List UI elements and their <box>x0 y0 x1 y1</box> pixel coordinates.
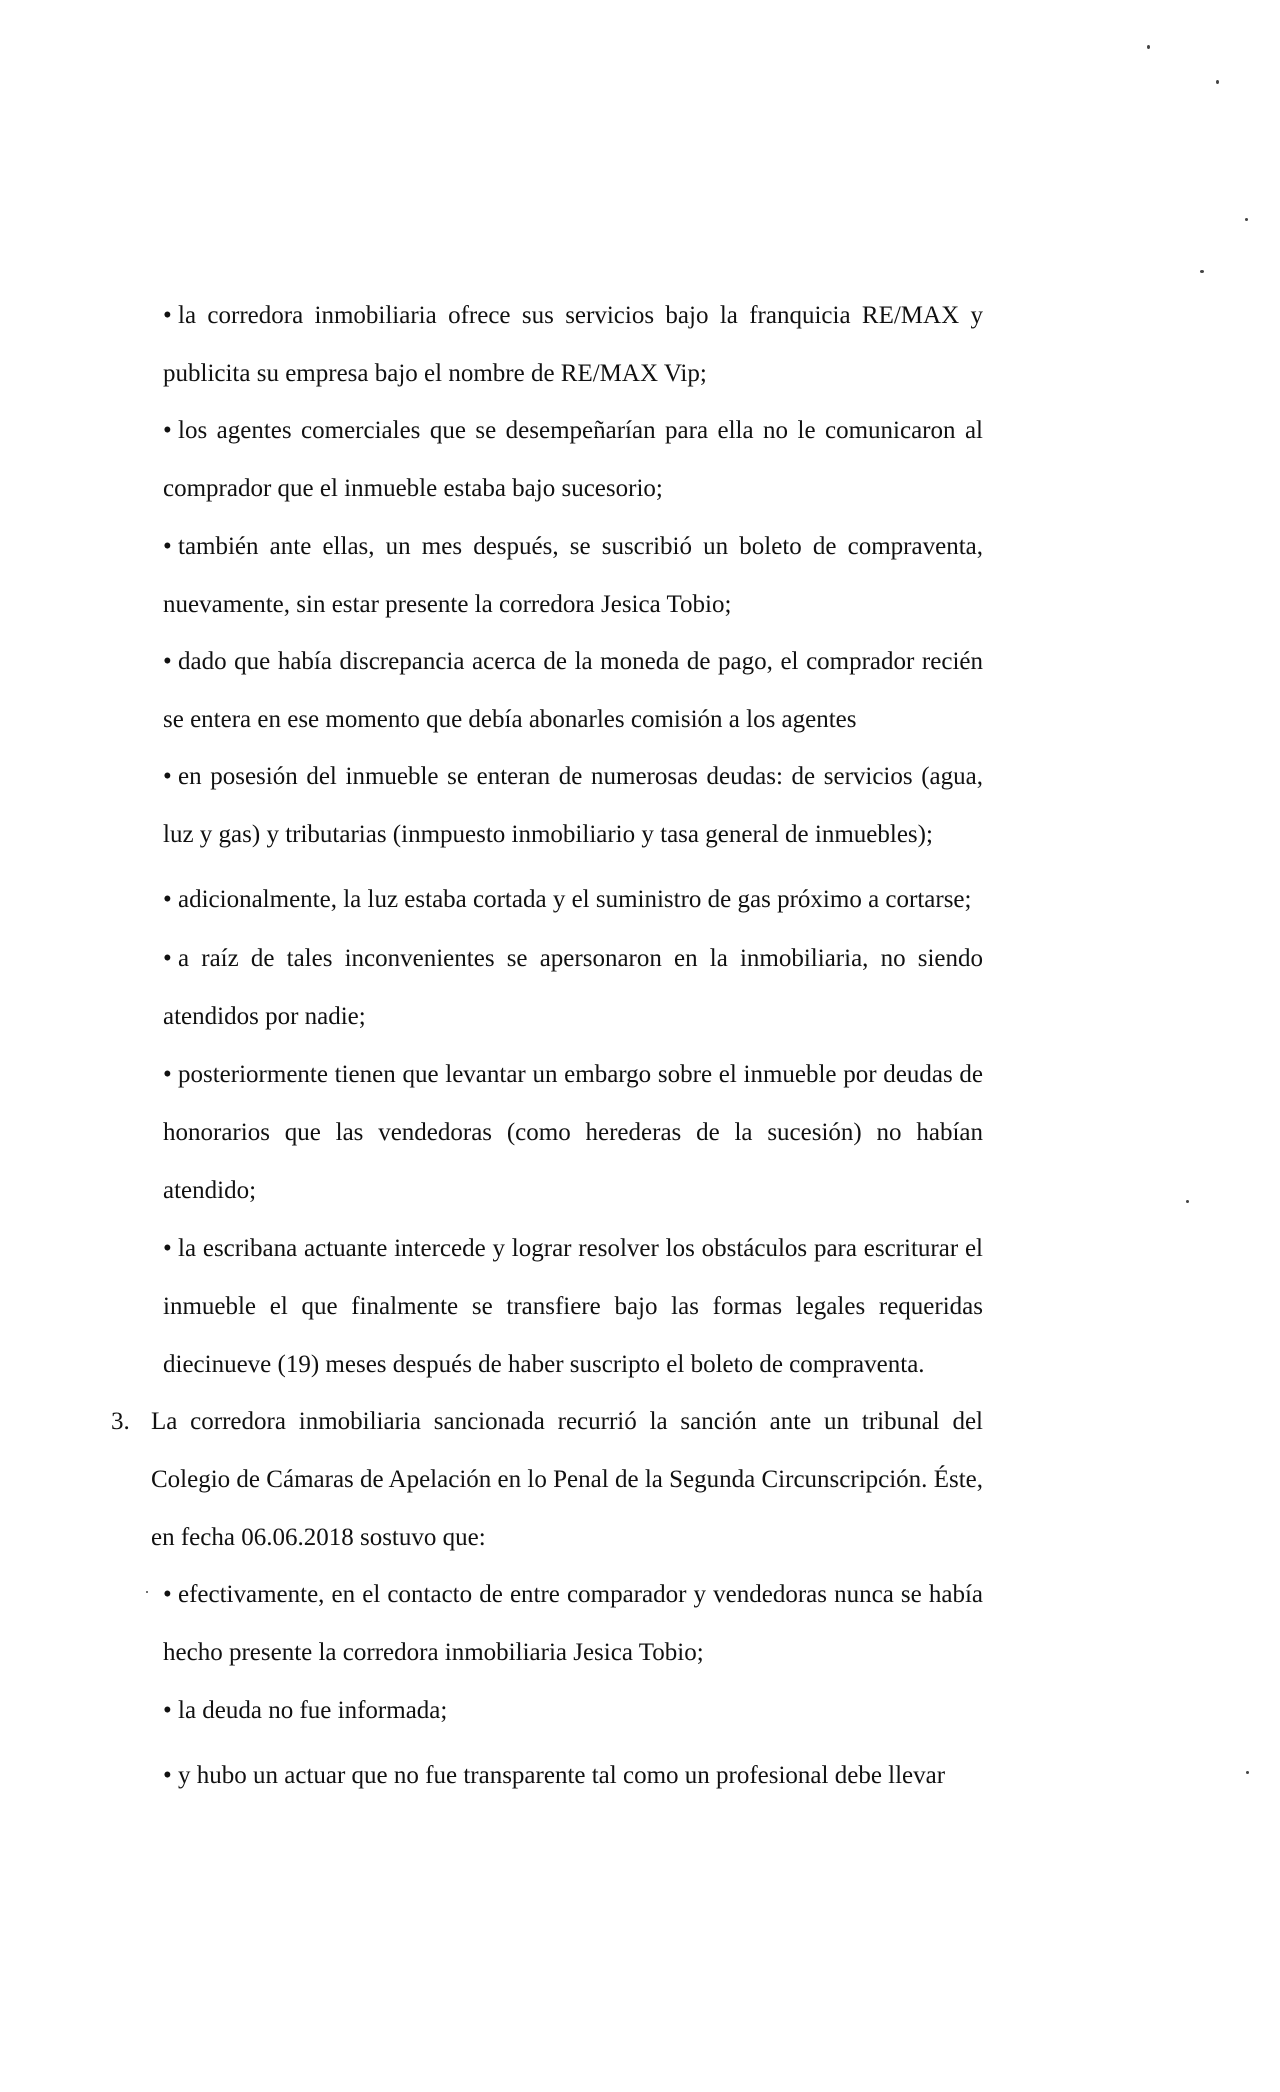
bullet-paragraph <box>163 1220 983 1394</box>
bullet-marker: • <box>163 1762 172 1789</box>
bullet-marker: • <box>163 417 172 444</box>
scan-speck <box>1245 218 1248 221</box>
bullet-marker: • <box>163 945 172 972</box>
bullet-paragraph <box>163 402 983 518</box>
bullet-marker: • <box>163 886 172 913</box>
bullet-paragraph <box>163 1046 983 1220</box>
paragraph-text: efectivamente, en el contacto de entre comparador y vendedoras nunca se había hecho presente la corredora inmobiliaria Jesica Tobio; <box>163 1581 983 1666</box>
bullet-paragraph <box>163 633 983 749</box>
bullet-paragraph <box>163 871 983 929</box>
bullet-marker: • <box>163 1697 172 1724</box>
bullet-marker: • <box>163 1581 172 1608</box>
scan-speck <box>1246 1771 1249 1774</box>
bullet-marker: • <box>163 1061 172 1088</box>
bullet-marker: • <box>163 302 172 329</box>
scan-speck <box>1186 1200 1189 1203</box>
paragraph-text: la escribana actuante intercede y lograr resolver los obstáculos para escriturar el inmueble el que finalmente se transfiere bajo las formas legales requeridas diecinueve (19) meses después de haber suscripto el boleto de compraventa. <box>163 1235 983 1378</box>
bullet-paragraph <box>163 518 983 634</box>
scan-speck <box>1147 45 1150 49</box>
paragraph-text: los agentes comerciales que se desempeñarían para ella no le comunicaron al comprador que el inmueble estaba bajo sucesorio; <box>163 417 983 502</box>
bullet-paragraph <box>163 748 983 864</box>
scan-speck <box>1200 270 1204 273</box>
paragraph-text: adicionalmente, la luz estaba cortada y el suministro de gas próximo a cortarse; <box>178 886 972 913</box>
paragraph-text: en posesión del inmueble se enteran de numerosas deudas: de servicios (agua, luz y gas) y tributarias (inmpuesto inmobiliario y tasa general de inmuebles); <box>163 763 983 848</box>
bullet-marker: • <box>163 1235 172 1262</box>
bullet-paragraph <box>163 287 983 403</box>
section-number: 3. <box>111 1408 130 1435</box>
scan-speck <box>146 1591 148 1593</box>
paragraph-text: a raíz de tales inconvenientes se apersonaron en la inmobiliaria, no siendo atendidos por nadie; <box>163 945 983 1030</box>
paragraph-text: también ante ellas, un mes después, se suscribió un boleto de compraventa, nuevamente, sin estar presente la corredora Jesica Tobio; <box>163 533 983 618</box>
scan-speck <box>1216 80 1219 84</box>
bullet-paragraph <box>163 930 983 1046</box>
bullet-marker: • <box>163 648 172 675</box>
bullet-paragraph <box>163 1566 983 1682</box>
bullet-paragraph <box>163 1682 983 1740</box>
bullet-marker: • <box>163 763 172 790</box>
paragraph-text: y hubo un actuar que no fue transparente tal como un profesional debe llevar <box>178 1762 946 1789</box>
paragraph-text: dado que había discrepancia acerca de la moneda de pago, el comprador recién se entera en ese momento que debía abonarles comisión a los agentes <box>163 648 983 733</box>
bullet-marker: • <box>163 533 172 560</box>
paragraph-text: la corredora inmobiliaria ofrece sus servicios bajo la franquicia RE/MAX y publicita su empresa bajo el nombre de RE/MAX Vip; <box>163 302 983 387</box>
paragraph-text: la deuda no fue informada; <box>178 1697 448 1724</box>
bullet-paragraph <box>163 1747 983 1805</box>
numbered-paragraph: La corredora inmobiliaria sancionada recurrió la sanción ante un tribunal del Colegio de Cámaras de Apelación en lo Penal de la Segunda Circunscripción. Éste, en fecha 06.06.2018 sostuvo que: <box>151 1408 983 1551</box>
paragraph-text: posteriormente tienen que levantar un embargo sobre el inmueble por deudas de honorarios que las vendedoras (como herederas de la sucesión) no habían atendido; <box>163 1061 983 1204</box>
